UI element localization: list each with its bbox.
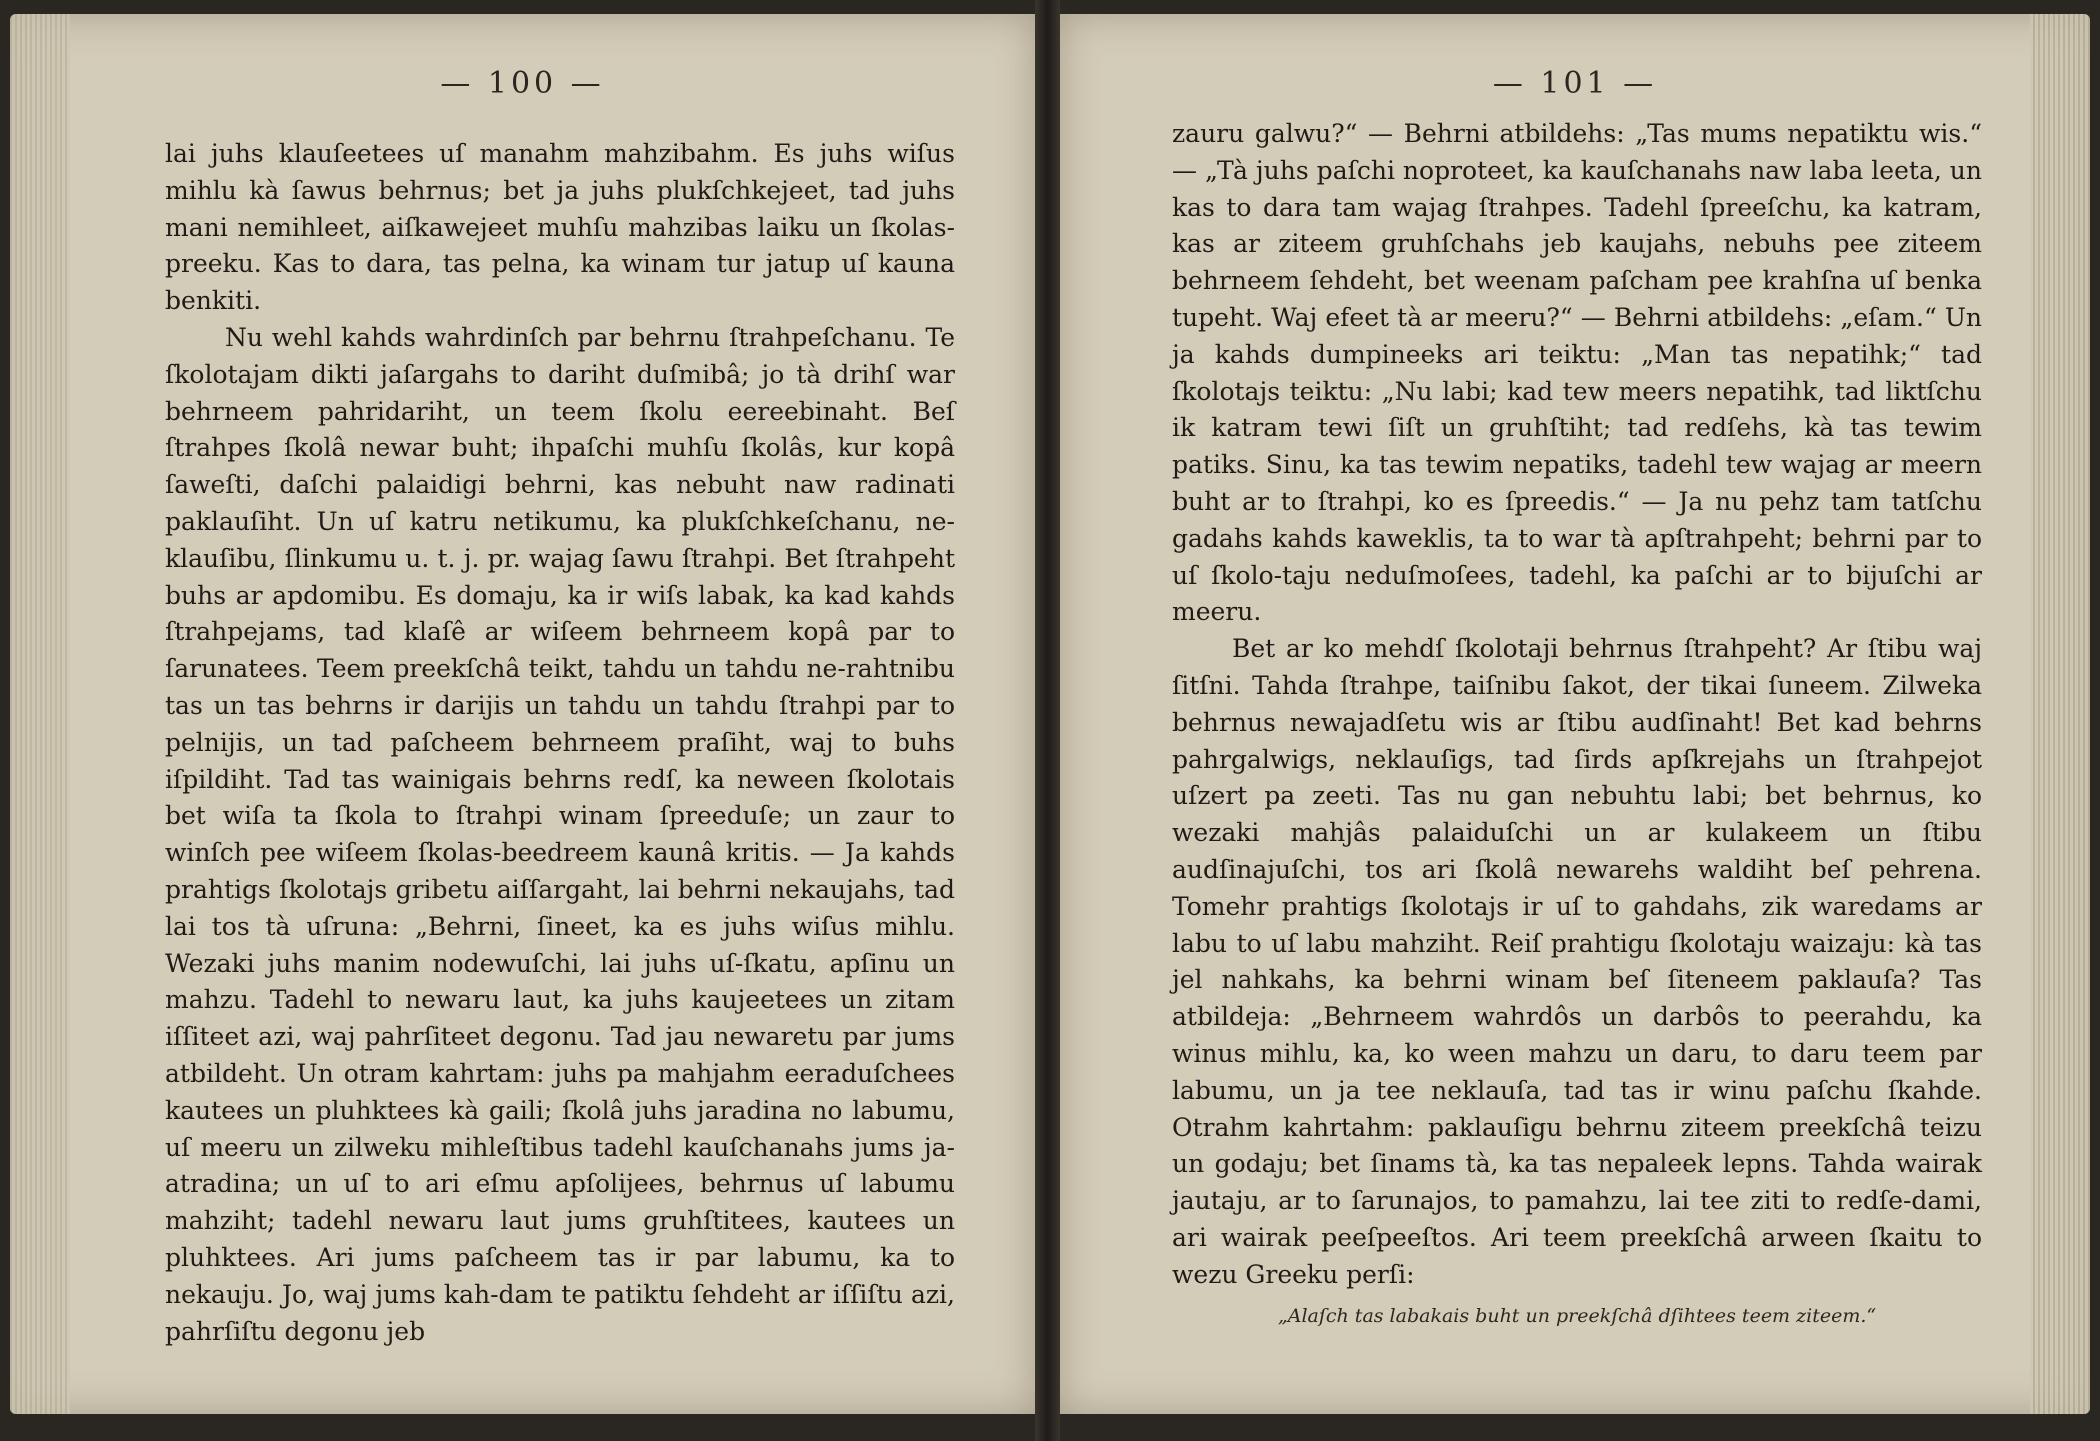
- page-number: — 101 —: [1492, 66, 1658, 101]
- page-number: — 100 —: [440, 66, 605, 101]
- right-page: [1060, 14, 2090, 1414]
- book-gutter: [1035, 0, 1060, 1441]
- body-text: [165, 136, 955, 1350]
- left-page: [10, 14, 1035, 1414]
- page-edges: [2030, 14, 2090, 1414]
- paragraph: Bet ar ko mehdſ ſkolotaji behrnus ſtrahpeht? Ar ſtibu waj ſitſni. Tahda ſtrahpe, taiſnibu ſakot, der tikai ſuneem. Zilweka behrnus newajadſetu wis ar ſtibu audſinaht! Bet kad behrns pahrgalwigs, neklauſigs, tad ſirds apſkrejahs un ſtrahpejot uſzert pa zeeti. Tas nu gan nebuhtu labi; bet behrnus, ko wezaki mahjâs palaiduſchi un ar kulakeem un ſtibu audſinajuſchi, tos ari ſkolâ newarehs waldiht beſ pehrena. Tomehr prahtigs ſkolotajs ir uſ to gahdahs, zik waredams ar labu to uſ labu mahziht. Reiſ prahtigu ſkolotaju waizaju: kà tas jel nahkahs, ka behrni winam beſ ſiteneem paklauſa? Tas atbildeja: „Behrneem wahrdôs un darbôs to peerahdu, ka winus mihlu, ka, ko ween mahzu un daru, to daru teem par labumu, un ja tee neklauſa, tad tas ir winu paſchu ſkahde. Otrahm kahrtahm: paklauſigu behrnu ziteem preekſchâ teizu un godaju; bet ſinams tà, ka tas nepaleek lepns. Tahda wairak jautaju, ar to ſarunajos, to pamahzu, lai tee ziti to redſe-dami, ari wairak peeſpeeſtos. Ari teem preekſchâ arween ſkaitu to wezu Greeku perſi:: [1172, 634, 1982, 1289]
- body-text: [1172, 116, 1982, 1334]
- paragraph: Nu wehl kahds wahrdinſch par behrnu ſtrahpeſchanu. Te ſkolotajam dikti jaſargahs to dariht duſmibâ; jo tà drihſ war behrneem pahridariht, un teem ſkolu eereebinaht. Beſ ſtrahpes ſkolâ newar buht; ihpaſchi muhſu ſkolâs, kur kopâ ſaweſti, daſchi palaidigi behrni, kas nebuht naw radinati paklauſiht. Un uſ katru netikumu, ka plukſchkeſchanu, ne-klauſibu, ſlinkumu u. t. j. pr. wajag ſawu ſtrahpi. Bet ſtrahpeht buhs ar apdomibu. Es domaju, ka ir wiſs labak, ka kad kahds ſtrahpejams, tad klaſê ar wiſeem behrneem kopâ par to ſarunatees. Teem preekſchâ teikt, tahdu un tahdu ne-rahtnibu tas un tas behrns ir darijis un tahdu un tahdu ſtrahpi par to pelnijis, un tad paſcheem behrneem praſiht, waj to buhs iſpildiht. Tad tas wainigais behrns redſ, ka neween ſkolotais bet wiſa ta ſkola to ſtrahpi winam ſpreeduſe; un zaur to winſch pee wiſeem ſkolas-beedreem kaunâ kritis. — Ja kahds prahtigs ſkolotajs gribetu aiſſargaht, lai behrni nekaujahs, tad lai tos tà uſruna: „Behrni, ſineet, ka es juhs wiſus mihlu. Wezaki juhs manim nodewuſchi, lai juhs uſ-ſkatu, apſinu un mahzu. Tadehl to newaru laut, ka juhs kaujeetees un zitam iſſiteet azi, waj pahrſiteet degonu. Tad jau newaretu par jums atbildeht. Un otram kahrtam: juhs pa mahjahm eeraduſchees kautees un pluhktees kà gaili; ſkolâ juhs jaradina no labumu, uſ meeru un zilweku mihleſtibus tadehl kauſchanahs jums ja-atradina; un uſ to ari eſmu apſolijees, behrnus uſ labumu mahziht; tadehl newaru laut jums gruhſtitees, kautees un pluhktees. Ari jums paſcheem tas ir par labumu, ka to nekauju. Jo, waj jums kah-dam te patiktu ſehdeht ar iſſiſtu azi, pahrſiſtu degonu jeb: [165, 322, 955, 1346]
- page-edges: [10, 14, 70, 1414]
- quotation: „Alaſch tas labakais buht un preekſchâ dſihtees teem ziteem.“: [1277, 1304, 1877, 1327]
- paragraph: lai juhs klauſeetees uſ manahm mahzibahm. Es juhs wiſus mihlu kà ſawus behrnus; bet ja juhs plukſchkejeet, tad juhs mani nemihleet, aiſkawejeet muhſu mahzibas laiku un ſkolas-preeku. Kas to dara, tas pelna, ka winam tur jatup uſ kauna benkiti.: [165, 139, 955, 316]
- paragraph: zauru galwu?“ — Behrni atbildehs: „Tas mums nepatiktu wis.“ — „Tà juhs paſchi noproteet, ka kauſchanahs naw laba leeta, un kas to dara tam wajag ſtrahpes. Tadehl ſpreeſchu, ka katram, kas ar ziteem gruhſchahs jeb kaujahs, nebuhs pee ziteem behrneem ſehdeht, bet weenam paſcham pee krahſna uſ benka tupeht. Waj efeet tà ar meeru?“ — Behrni atbildehs: „eſam.“ Un ja kahds dumpineeks ari teiktu: „Man tas nepatihk;“ tad ſkolotajs teiktu: „Nu labi; kad tew meers nepatihk, tad liktſchu ik katram tewi ſiſt un gruhſtiht; tad redſehs, kà tas tewim patiks. Sinu, ka tas tewim nepatiks, tadehl tew wajag ar meern buht ar to ſtrahpi, ko es ſpreedis.“ — Ja nu pehz tam tatſchu gadahs kahds kaweklis, ta to war tà apſtrahpeht; behrni par to uſ ſkolo-taju neduſmoſees, tadehl, ka paſchi ar to bijuſchi ar meeru.: [1172, 119, 1982, 627]
